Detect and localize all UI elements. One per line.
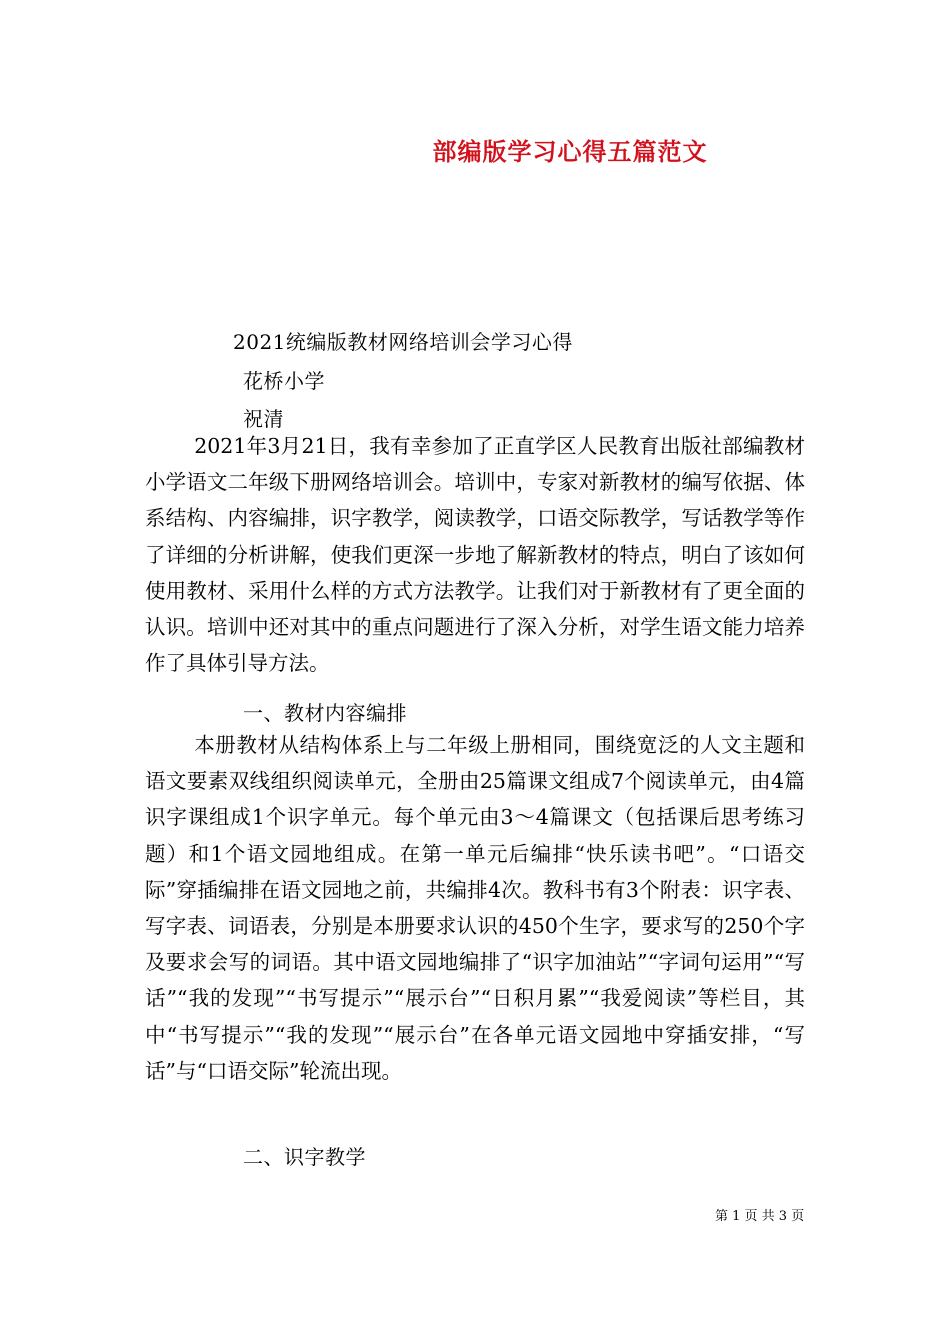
- body-paragraph-section-1: 本册教材从结构体系上与二年级上册相同，围绕宽泛的人文主题和语文要素双线组织阅读单元，全册由25篇课文组成7个阅读单元，由4篇识字课组成1个识字单元。每个单元由3～4篇课文（包括课后思考练习题）和1个语文园地组成。在第一单元后编排“快乐读书吧”。“口语交际”穿插编排在语文园地之前，共编排4次。教科书有3个附表：识字表、写字表、词语表，分别是本册要求认识的450个生字，要求写的250个字及要求会写的词语。其中语文园地编排了“识字加油站”“字词句运用”“写话”“我的发现”“书写提示”“展示台”“日积月累”“我爱阅读”等栏目，其中“书写提示”“我的发现”“展示台”在各单元语文园地中穿插安排，“写话”与“口语交际”轮流出现。: [145, 733, 805, 1083]
- section-heading-2: 二、识字教学: [243, 1145, 366, 1169]
- document-subtitle: 2021统编版教材网络培训会学习心得: [233, 330, 573, 354]
- document-title: 部编版学习心得五篇范文: [432, 137, 708, 166]
- author-name: 祝清: [243, 407, 284, 431]
- body-paragraph-intro: 2021年3月21日，我有幸参加了正直学区人民教育出版社部编教材小学语文二年级下册网络培训会。培训中，专家对新教材的编写依据、体系结构、内容编排，识字教学，阅读教学，口语交际教学，写话教学等作了详细的分析讲解，使我们更深一步地了解新教材的特点，明白了该如何使用教材、采用什么样的方式方法教学。让我们对于新教材有了更全面的认识。培训中还对其中的重点问题进行了深入分析，对学生语文能力培养作了具体引导方法。: [145, 434, 805, 676]
- page-footer: 第 1 页 共 3 页: [715, 1209, 805, 1224]
- school-name: 花桥小学: [243, 369, 325, 393]
- section-heading-1: 一、教材内容编排: [243, 701, 407, 725]
